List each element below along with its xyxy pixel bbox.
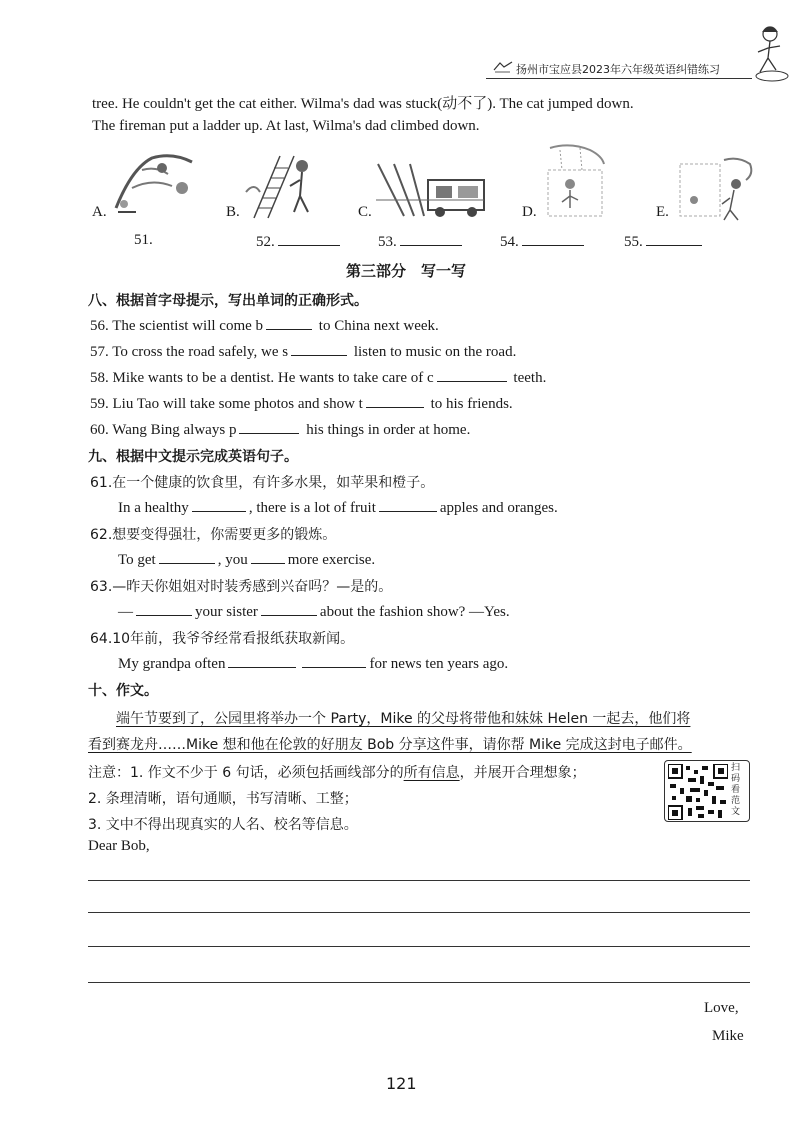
question-56: 56. The scientist will come b to China next week.: [90, 318, 439, 334]
question-61-blank-2[interactable]: [379, 498, 437, 512]
answer-53-blank[interactable]: [400, 232, 462, 246]
picture-label-c: C.: [358, 204, 372, 220]
essay-prompt-line-2: 看到赛龙舟……Mike 想和他在伦敦的好朋友 Bob 分享这件事，请你帮 Mike 完成这封电子邮件。: [88, 737, 692, 753]
header-title: 扬州市宝应县2023年六年级英语纠错练习: [516, 63, 720, 76]
part3-title: 第三部分 写一写: [346, 262, 467, 280]
question-64-chinese: 64.10年前，我爷爷经常看报纸获取新闻。: [90, 631, 355, 647]
essay-note-1: 注意：1. 作文不少于 6 句话，必须包括画线部分的所有信息，并展开合理想象；: [88, 765, 586, 781]
picture-label-a: A.: [92, 204, 107, 220]
picture-b-man-on-ladder: [244, 152, 320, 225]
question-64-blank-1[interactable]: [228, 654, 296, 668]
picture-d-tree-scene: [540, 140, 610, 225]
letter-greeting: Dear Bob,: [88, 838, 150, 854]
passage-line-1: tree. He couldn't get the cat either. Wilma's dad was stuck(动不了). The cat jumped down.: [92, 96, 634, 112]
letter-closing: Love,: [704, 1000, 739, 1016]
header-decoration-left: [492, 60, 514, 79]
header-rule: [486, 78, 752, 79]
section9-title: 九、根据中文提示完成英语句子。: [88, 449, 298, 465]
answer-55-blank[interactable]: [646, 232, 702, 246]
question-57: 57. To cross the road safely, we s listen to music on the road.: [90, 344, 517, 360]
answer-52-blank[interactable]: [278, 232, 340, 246]
question-61-blank-1[interactable]: [192, 498, 246, 512]
answer-55: 55.: [624, 232, 705, 251]
question-62-blank-1[interactable]: [159, 550, 215, 564]
question-63-blank-2[interactable]: [261, 602, 317, 616]
passage-line-2: The fireman put a ladder up. At last, Wilma's dad climbed down.: [92, 118, 480, 134]
question-58: 58. Mike wants to be a dentist. He wants to take care of c teeth.: [90, 370, 547, 386]
section8-title: 八、根据首字母提示，写出单词的正确形式。: [88, 293, 368, 309]
essay-prompt-line-1: 端午节要到了，公园里将举办一个 Party，Mike 的父母将带他和妹妹 Helen 一起去，他们将: [116, 711, 691, 727]
question-62-blank-2[interactable]: [251, 550, 285, 564]
question-59-blank[interactable]: [366, 394, 424, 408]
question-64-english: My grandpa often for news ten years ago.: [118, 656, 509, 672]
question-57-blank[interactable]: [291, 342, 347, 356]
writing-line-2[interactable]: [88, 912, 750, 913]
answer-53: 53.: [378, 232, 465, 251]
picture-c-fire-truck: [374, 160, 490, 225]
question-62-english: To get , you more exercise.: [118, 552, 376, 568]
essay-note-3: 3. 文中不得出现真实的人名、校名等信息。: [88, 817, 358, 833]
section10-title: 十、作文。: [88, 683, 158, 699]
picture-label-e: E.: [656, 204, 669, 220]
question-56-blank[interactable]: [266, 316, 312, 330]
answer-54: 54.: [500, 232, 587, 251]
question-59: 59. Liu Tao will take some photos and show t to his friends.: [90, 396, 513, 412]
answer-54-blank[interactable]: [522, 232, 584, 246]
writing-line-4[interactable]: [88, 982, 750, 983]
picture-label-d: D.: [522, 204, 537, 220]
question-63-blank-1[interactable]: [136, 602, 192, 616]
question-64-blank-2[interactable]: [302, 654, 366, 668]
writing-line-1[interactable]: [88, 880, 750, 881]
essay-note-2: 2. 条理清晰，语句通顺，书写清晰、工整；: [88, 791, 358, 807]
question-62-chinese: 62.想要变得强壮，你需要更多的锻炼。: [90, 527, 337, 543]
question-61-english: In a healthy , there is a lot of fruit apples and oranges.: [118, 500, 558, 516]
page-number: 121: [386, 1074, 417, 1093]
answer-51: 51.: [134, 232, 153, 248]
writing-line-3[interactable]: [88, 946, 750, 947]
answer-52: 52.: [256, 232, 343, 251]
qr-code-box[interactable]: [664, 760, 750, 822]
picture-label-b: B.: [226, 204, 240, 220]
picture-e-cat-jumping: [674, 150, 758, 227]
question-63-chinese: 63.—昨天你姐姐对时装秀感到兴奋吗？—是的。: [90, 579, 393, 595]
qr-code-icon: [668, 764, 728, 820]
question-60-blank[interactable]: [239, 420, 299, 434]
question-61-chinese: 61.在一个健康的饮食里，有许多水果，如苹果和橙子。: [90, 475, 435, 491]
picture-a-cat-in-tree: [112, 148, 198, 223]
question-63-english: — your sister about the fashion show? —Yes.: [118, 604, 510, 620]
letter-signature: Mike: [712, 1028, 744, 1044]
cartoon-figure-icon: [748, 22, 790, 89]
question-60: 60. Wang Bing always p his things in order at home.: [90, 422, 471, 438]
qr-code-label: 扫码看范文: [731, 763, 741, 817]
question-58-blank[interactable]: [437, 368, 507, 382]
